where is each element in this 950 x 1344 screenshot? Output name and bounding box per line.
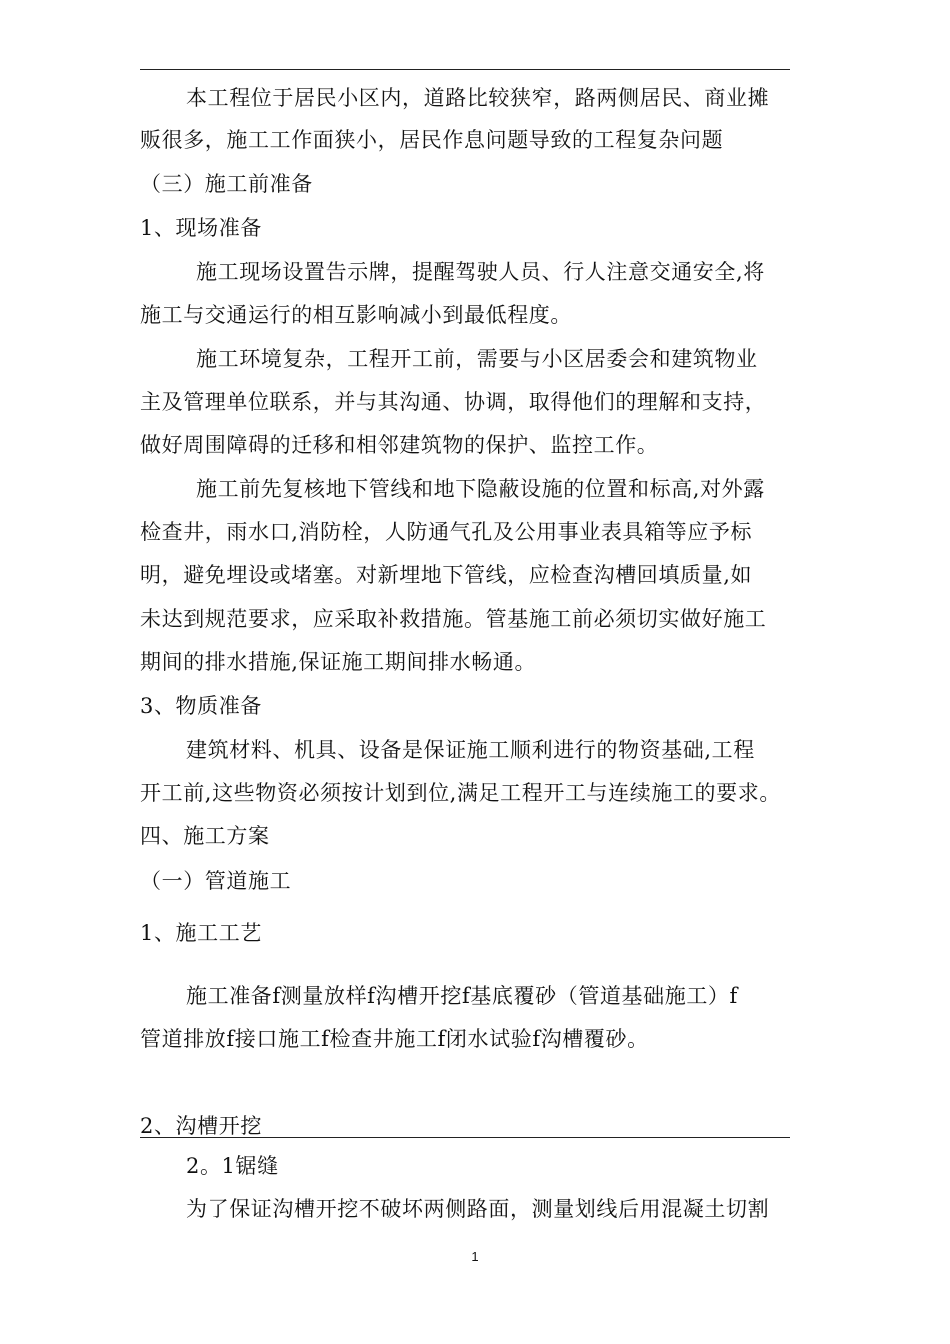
subsection-heading: 1、施工工艺 (140, 921, 262, 945)
paragraph-line: 施工与交通运行的相互影响减小到最低程度。 (140, 303, 572, 327)
paragraph-line: 检查井，雨水口,消防栓，人防通气孔及公用事业表具箱等应予标 (140, 520, 753, 544)
subsection-heading: 2、沟槽开挖 (140, 1114, 262, 1138)
subsection-heading: 3、物质准备 (140, 694, 262, 718)
paragraph-line: 未达到规范要求，应采取补救措施。管基施工前必须切实做好施工 (140, 607, 767, 631)
paragraph-line: 做好周围障碍的迁移和相邻建筑物的保护、监控工作。 (140, 433, 659, 457)
page-number: 1 (471, 1249, 479, 1264)
paragraph-line: 施工准备f测量放样f沟槽开挖f基底覆砂（管道基础施工）f (186, 984, 738, 1008)
paragraph-line: 建筑材料、机具、设备是保证施工顺利进行的物资基础,工程 (186, 738, 755, 762)
paragraph-line: 明，避免埋设或堵塞。对新埋地下管线，应检查沟槽回填质量,如 (140, 563, 753, 587)
section-heading: 四、施工方案 (140, 824, 270, 848)
paragraph-line: 施工前先复核地下管线和地下隐蔽设施的位置和标高,对外露 (196, 477, 765, 501)
section-heading: （三）施工前准备 (140, 172, 313, 196)
header-rule (140, 69, 790, 70)
paragraph-line: 施工现场设置告示牌，提醒驾驶人员、行人注意交通安全,将 (196, 260, 765, 284)
paragraph-line: 开工前,这些物资必须按计划到位,满足工程开工与连续施工的要求。 (140, 781, 781, 805)
paragraph-line: 贩很多，施工工作面狭小，居民作息问题导致的工程复杂问题 (140, 128, 724, 152)
paragraph-line: 施工环境复杂，工程开工前，需要与小区居委会和建筑物业 (196, 347, 758, 371)
paragraph-line: 管道排放f接口施工f检查井施工f闭水试验f沟槽覆砂。 (140, 1027, 649, 1051)
paragraph-line: 期间的排水措施,保证施工期间排水畅通。 (140, 650, 537, 674)
paragraph-line: 主及管理单位联系，并与其沟通、协调，取得他们的理解和支持， (140, 390, 767, 414)
paragraph-line: 为了保证沟槽开挖不破坏两侧路面，测量划线后用混凝土切割 (186, 1197, 770, 1221)
paragraph-line: 本工程位于居民小区内，道路比较狭窄，路两侧居民、商业摊 (186, 86, 770, 110)
subsection-heading: 1、现场准备 (140, 216, 262, 240)
section-rule (140, 1137, 790, 1138)
subsection-heading: 2。1锯缝 (186, 1154, 279, 1178)
section-heading: （一）管道施工 (140, 869, 292, 893)
